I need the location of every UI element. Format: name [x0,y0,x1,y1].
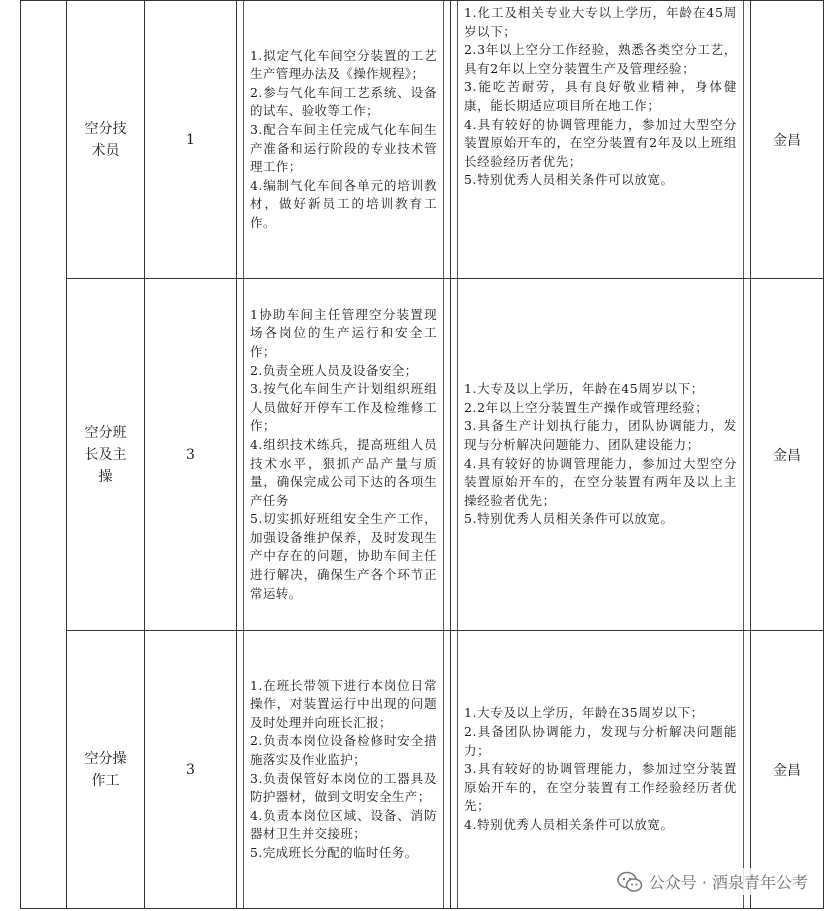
list-item: 3.配合车间主任完成气化车间生产准备和运行阶段的专业技术管理工作； [250,121,437,175]
list-item: 3.具有较好的协调管理能力，参加过空分装置原始开车的，在空分装置有工作经验经历者优先； [464,761,737,814]
position-title-line: 空分技 [84,120,127,137]
list-item: 2.参与气化车间工艺系统、设备的试车、验收等工作； [250,84,437,119]
list-item: 1.大专及以上学历，年龄在35周岁以下； [464,705,704,721]
list-item: 2.2年以上空分装置生产操作或管理经验； [464,399,709,415]
list-item: 5.完成班长分配的临时任务。 [250,844,418,860]
duties-list [250,306,437,604]
list-item: 1.大专及以上学历，年龄在45周岁以下； [464,381,704,397]
list-item: 2.负责全班人员及设备安全； [250,362,418,378]
list-item: 3.具备生产计划执行能力，团队协调能力，发现与分析解决问题能力、团队建设能力； [464,418,737,452]
table-row [21,631,824,909]
requirements-list [464,380,737,529]
list-item: 1.化工及相关专业大专以上学历，年龄在45周岁以下； [464,5,737,39]
list-item: 3.能吃苦耐劳，具有良好敬业精神，身体健康，能长期适应项目所在地工作； [464,79,737,113]
job-table-sheet [20,0,823,905]
list-item: 4.具有较好的协调管理能力，参加过大型空分装置原始开车的，在空分装置有两年及以上主操经验者优先； [464,455,737,508]
list-item: 3.负责保管好本岗位的工器具及防护器材，做到文明安全生产； [250,770,437,805]
list-item: 4.编制气化车间各单元的培训教材，做好新员工的培训教育工作。 [250,177,437,230]
position-title-line: 术员 [91,142,120,159]
work-location: 金昌 [751,1,824,279]
list-item: 4.负责本岗位区域、设备、消防器材卫生并交接班； [250,807,437,842]
position-title-line: 空分班 [84,424,127,441]
list-item: 5.切实抓好班组安全生产工作，加强设备维护保养，及时发现生产中存在的问题，协助车间主任进行解决，确保生产各个环节正常运转。 [250,511,437,601]
position-title-line: 作工 [91,772,120,789]
table-row [21,1,824,279]
list-item: 5.特别优秀人员相关条件可以放宽。 [464,172,674,188]
table-row [21,279,824,631]
list-item: 1.拟定气化车间空分装置的工艺生产管理办法及《操作规程》； [250,47,437,82]
requirements-cell [451,1,751,279]
work-location: 金昌 [751,279,824,631]
list-item: 2.具备团队协调能力，发现与分析解决问题能力； [464,724,737,758]
work-location: 金昌 [751,631,824,909]
requirements-list [464,4,737,190]
list-item: 2.3年以上空分工作经验，熟悉各类空分工艺，具有2年以上空分装置生产及管理经验； [464,42,737,76]
list-item: 4.具有较好的协调管理能力，参加过大型空分装置原始开车的，在空分装置有2年及以上班组长经验经历者优先； [464,116,737,169]
merged-side-cell [21,1,67,909]
position-title [67,279,145,631]
list-item: 1协助车间主任管理空分装置现场各岗位的生产运行和安全工作； [250,306,437,359]
position-title-line: 空分操 [84,750,127,767]
wechat-icon [617,871,643,893]
watermark-text: 公众号 · 酒泉青年公考 [648,873,808,892]
job-table [20,0,824,909]
duties-cell [237,631,451,909]
list-item: 4.特别优秀人员相关条件可以放宽。 [464,816,674,832]
duties-list [250,677,437,863]
list-item: 3.按气化车间生产计划组织班组人员做好开停车工作及检维修工作； [250,381,437,434]
duties-cell [237,279,451,631]
duties-cell [237,1,451,279]
requirements-list [464,704,737,834]
list-item: 5.特别优秀人员相关条件可以放宽。 [464,511,674,527]
list-item: 2.负责本岗位设备检修时安全措施落实及作业监护； [250,733,437,767]
list-item: 1.在班长带领下进行本岗位日常操作，对装置运行中出现的问题及时处理并向班长汇报； [250,677,437,730]
position-title [67,631,145,909]
headcount: 1 [145,1,237,279]
position-title [67,1,145,279]
watermark [613,868,812,895]
requirements-cell [451,631,751,909]
list-item: 4.组织技术练兵，提高班组人员技术水平，狠抓产品产量与质量，确保完成公司下达的各项生产任务 [250,436,437,508]
position-title-line: 操 [98,468,113,485]
requirements-cell [451,279,751,631]
position-title-line: 长及主 [84,446,127,463]
headcount: 3 [145,631,237,909]
headcount: 3 [145,279,237,631]
duties-list [250,47,437,233]
